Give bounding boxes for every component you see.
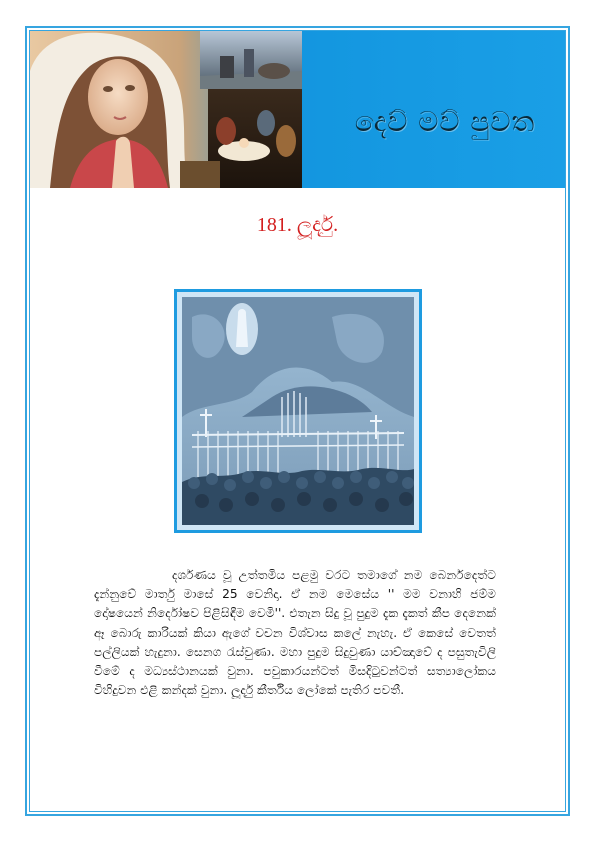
madonna-collage-image xyxy=(30,31,302,188)
banner-title: දෙව් මව් පුවත xyxy=(354,105,536,138)
lourdes-grotto-illustration xyxy=(174,289,422,533)
article-body xyxy=(94,566,496,700)
article-heading: 181. ලූර්දු. xyxy=(256,214,339,236)
article-body-text: දර්ශණය වූ උත්තමිය පළමු වරට තමාගේ නම බෙර්නදෙත්ට දැන්නුවේ මාර්තු මාසේ 25 වෙනිදා. ඒ නම මෙසේය '' මම වනාහි ජම්ම දෝෂයෙන් නිර්දෝෂව පිළිසිඳීම වෙමි''. එතැන සිදු වූ පුදුම දැක දැකත් කීප දෙනෙක් ඈ බොරු කාරියක් කියා ඇගේ වචන විශ්වාස කලේ නැහැ. ඒ කෙසේ වෙතත් පල්ලියක් හැදුනා. සෙනග රැස්වුණා. මහා පුදුම සිදුවුණා යාච්ඤාවේ ද පසුතැවිලි වීමේ ද මධ්‍යස්ථානයක් වුනා. පවුකාරයන්ටත් මිසදිටුවන්ටත් සත්‍යාලෝකය විහිදුවන එළි කන්දක් වුනා. ලූර්දු කීර්තිය ලෝකේ පැතිර පවතී. xyxy=(94,568,496,698)
header-banner xyxy=(30,31,565,188)
grotto-image xyxy=(182,297,414,525)
